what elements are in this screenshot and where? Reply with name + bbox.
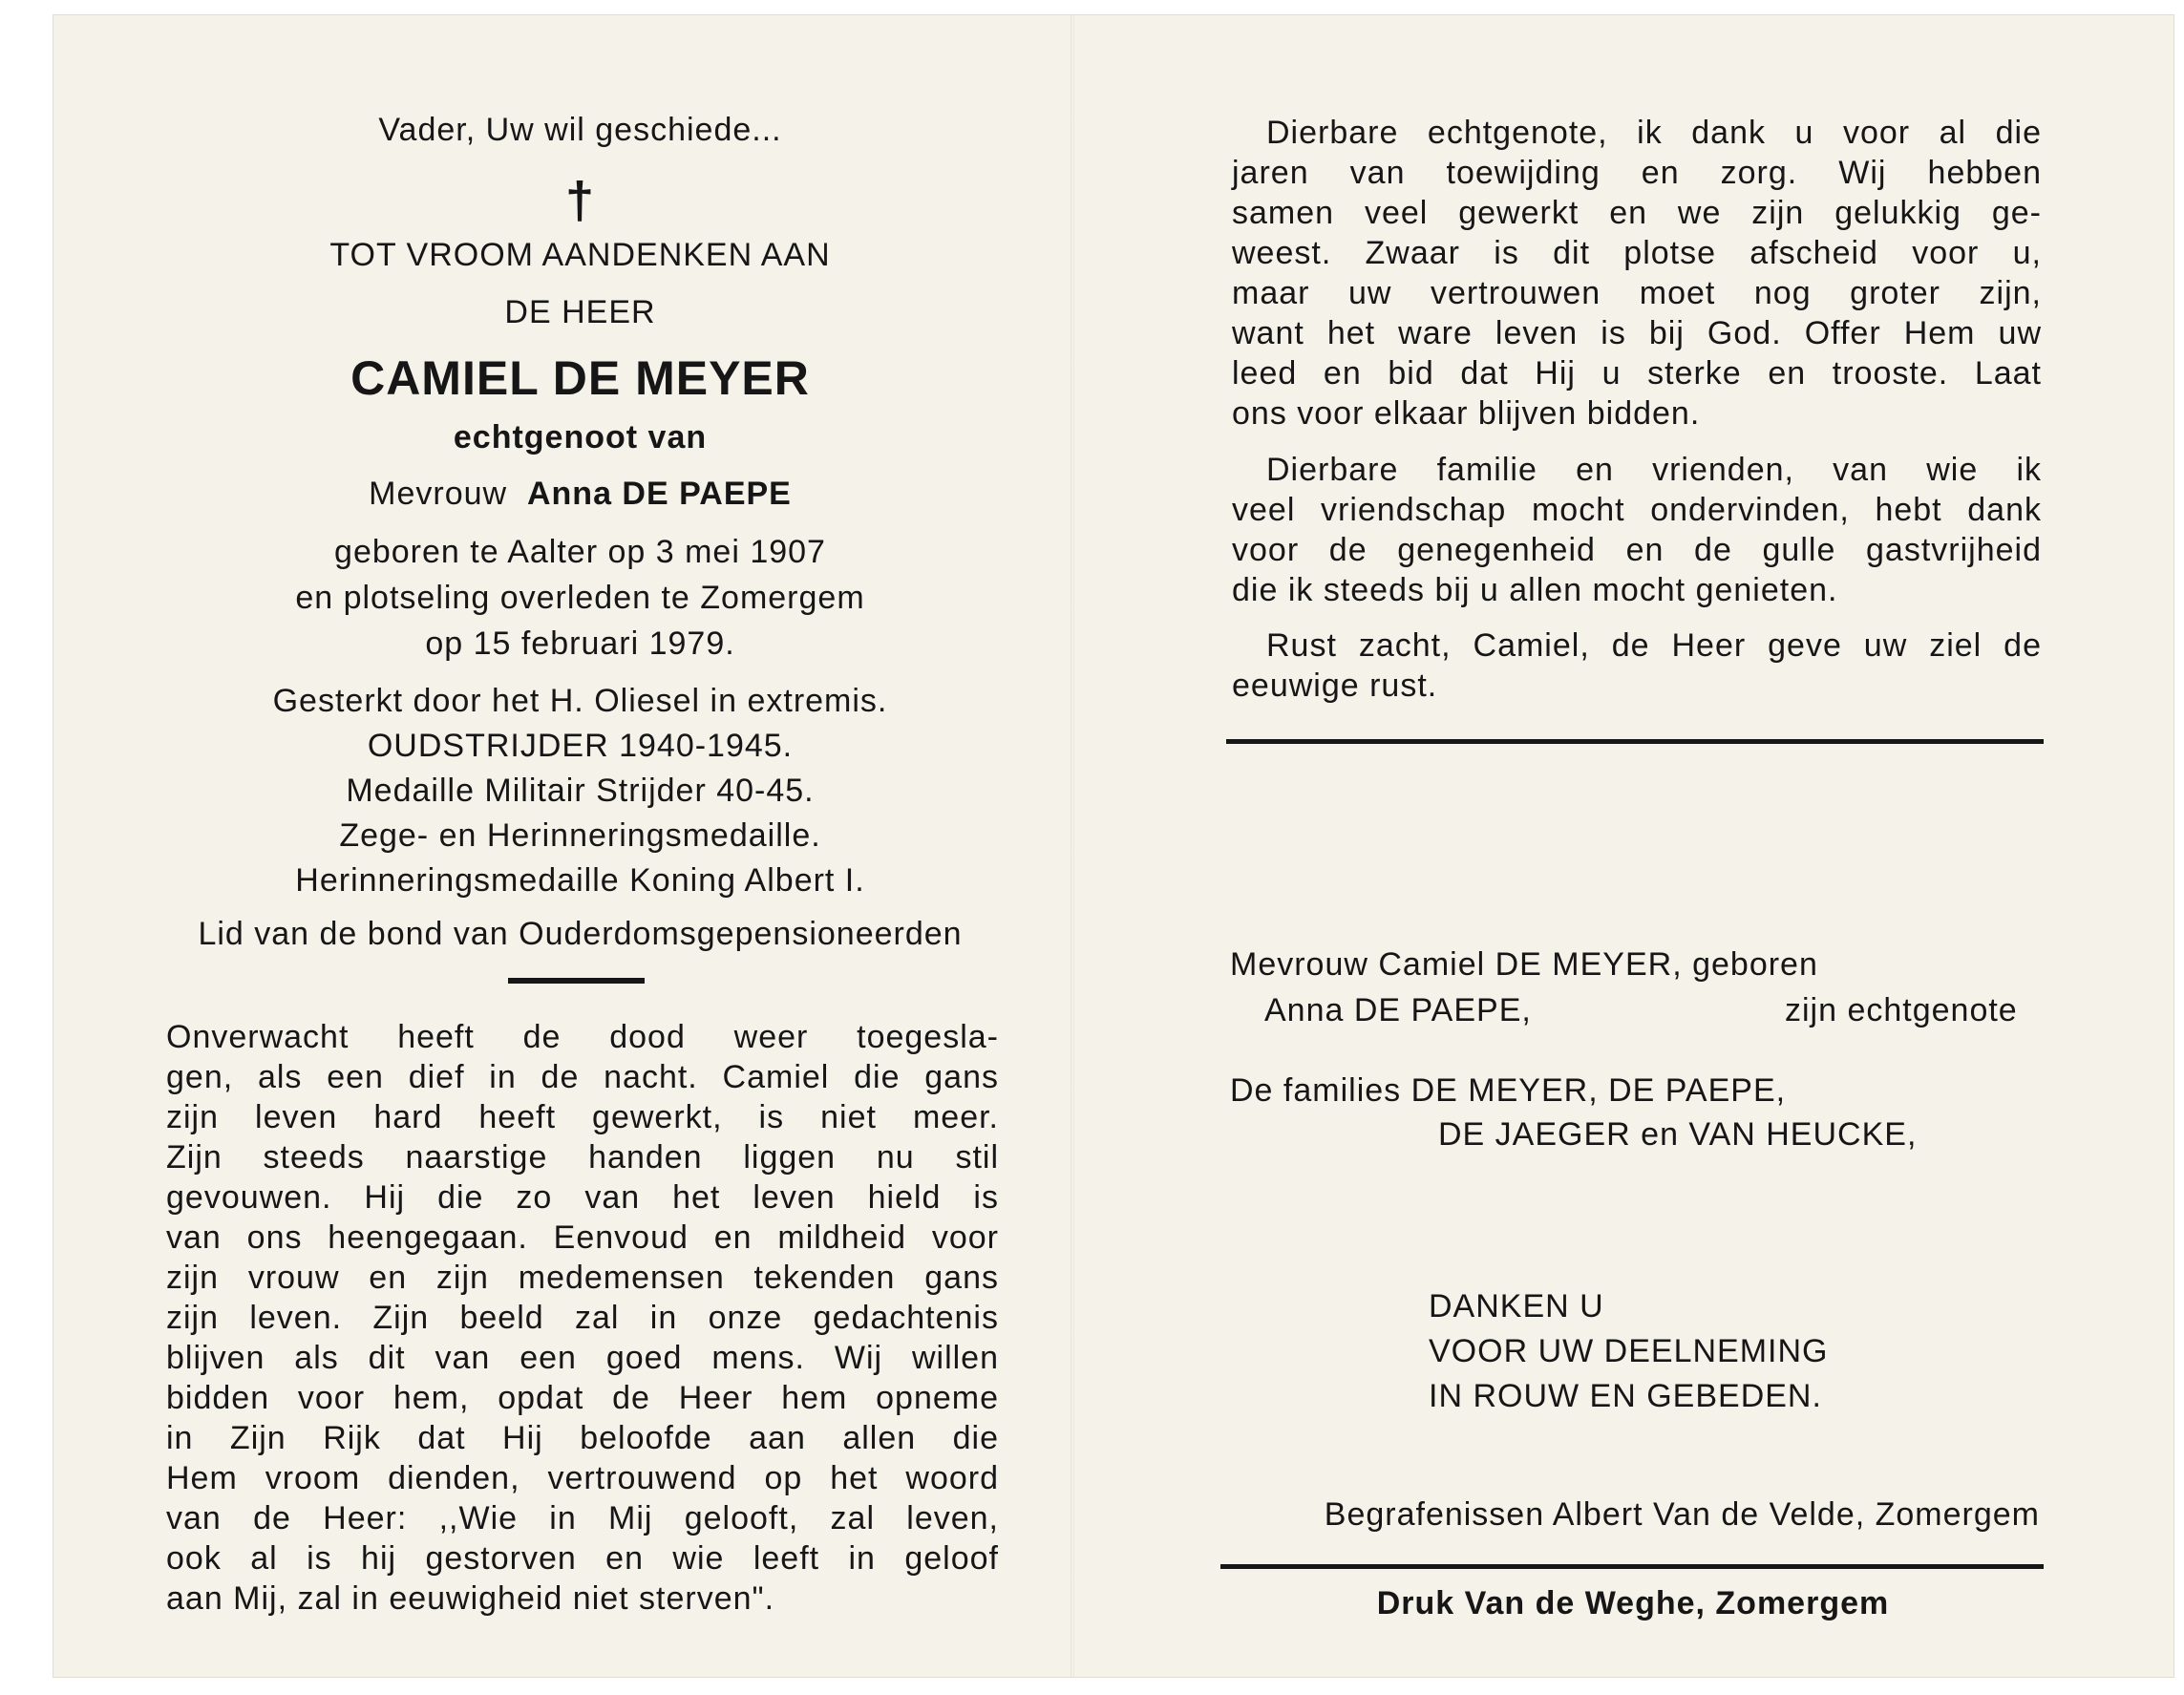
- undertaker: Begrafenissen Albert Van de Velde, Zomergem: [1324, 1496, 2040, 1533]
- thanks-line: VOOR UW DEELNEMING: [1429, 1333, 1829, 1369]
- text-line: zijn leven. Zijn beeld zal in onze gedachtenis: [166, 1300, 999, 1336]
- honor-line: OUDSTRIJDER 1940-1945.: [367, 728, 794, 764]
- widow-role: zijn echtgenote: [1785, 992, 2018, 1028]
- intro-text: TOT VROOM AANDENKEN AAN: [329, 237, 831, 273]
- text-line: Zijn steeds naarstige handen liggen nu stil: [166, 1139, 999, 1176]
- deceased-name: CAMIEL DE MEYER: [350, 351, 810, 405]
- honor-line: Herinneringsmedaille Koning Albert I.: [295, 862, 865, 899]
- text-line: zijn vrouw en zijn medemensen tekenden gans: [166, 1260, 999, 1296]
- text-line: ook al is hij gestorven en wie leeft in geloof: [166, 1540, 999, 1577]
- motto: Vader, Uw wil geschiede...: [378, 112, 782, 148]
- text-line: leed en bid dat Hij u sterke en trooste. Laat: [1232, 355, 2042, 392]
- honor-line: Medaille Militair Strijder 40-45.: [346, 773, 815, 809]
- honor-line: Zege- en Herinneringsmedaille.: [339, 817, 821, 854]
- text-line: blijven als dit van een goed mens. Wij willen: [166, 1340, 999, 1376]
- death-date: op 15 februari 1979.: [425, 625, 735, 662]
- text-line: Rust zacht, Camiel, de Heer geve uw ziel de: [1266, 627, 2042, 664]
- text-line: gevouwen. Hij die zo van het leven hield is: [166, 1179, 999, 1216]
- left-text: [166, 1018, 999, 1620]
- spouse-of: echtgenoot van: [453, 419, 708, 456]
- death-line: en plotseling overleden te Zomergem: [295, 580, 865, 616]
- text-line: Dierbare echtgenote, ik dank u voor al die: [1266, 115, 2042, 151]
- right-paragraph-2: [1232, 451, 2042, 611]
- thanks-line: IN ROUW EN GEBEDEN.: [1429, 1378, 1822, 1414]
- text-line: ons voor elkaar blijven bidden.: [1232, 395, 1701, 432]
- text-line: van ons heengegaan. Eenvoud en mildheid voor: [166, 1219, 999, 1256]
- left-panel: [115, 0, 1046, 1695]
- text-line: Onverwacht heeft de dood weer toegesla-: [166, 1019, 999, 1055]
- card-fold: [1071, 15, 1074, 1677]
- title-text: DE HEER: [504, 294, 656, 330]
- text-line: voor de genegenheid en de gulle gastvrijheid: [1232, 532, 2042, 568]
- text-line: veel vriendschap mocht ondervinden, hebt dank: [1232, 492, 2042, 528]
- separator-short: [508, 978, 645, 984]
- text-line: van de Heer: ,,Wie in Mij gelooft, zal leven,: [166, 1500, 999, 1536]
- text-line: gen, als een dief in de nacht. Camiel die gans: [166, 1059, 999, 1095]
- birth-line: geboren te Aalter op 3 mei 1907: [334, 534, 826, 570]
- text-line: maar uw vertrouwen moet nog groter zijn,: [1232, 275, 2042, 311]
- text-line: Dierbare familie en vrienden, van wie ik: [1266, 452, 2042, 488]
- right-panel: [1226, 0, 2047, 1695]
- spouse-line: [115, 475, 1046, 513]
- spouse-name: Anna DE PAEPE: [526, 476, 792, 512]
- families-line: DE JAEGER en VAN HEUCKE,: [1438, 1116, 1918, 1153]
- families-line: De families DE MEYER, DE PAEPE,: [1230, 1072, 1787, 1109]
- widow-name: Anna DE PAEPE,: [1264, 992, 1532, 1028]
- text-line: eeuwige rust.: [1232, 667, 1438, 704]
- text-line: die ik steeds bij u allen mocht genieten.: [1232, 572, 1838, 608]
- text-line: want het ware leven is bij God. Offer Hem uw: [1232, 315, 2042, 351]
- text-line: jaren van toewijding en zorg. Wij hebben: [1232, 155, 2042, 191]
- text-line: zijn leven hard heeft gewerkt, is niet meer.: [166, 1099, 999, 1135]
- right-paragraph-1: [1232, 114, 2042, 434]
- widow-line: Mevrouw Camiel DE MEYER, geboren: [1230, 946, 1818, 983]
- honor-line: Gesterkt door het H. Oliesel in extremis.: [272, 683, 888, 719]
- cross-icon: †: [564, 172, 596, 229]
- text-line: aan Mij, zal in eeuwigheid niet sterven".: [166, 1580, 775, 1617]
- separator-long: [1226, 739, 2044, 744]
- honor-line: Lid van de bond van Ouderdomsgepensioneerden: [198, 916, 963, 952]
- text-line: Hem vroom dienden, vertrouwend op het woord: [166, 1460, 999, 1496]
- spouse-prefix: Mevrouw: [369, 476, 508, 512]
- printer: Druk Van de Weghe, Zomergem: [1376, 1585, 1890, 1621]
- thanks-line: DANKEN U: [1429, 1288, 1604, 1324]
- separator-bottom: [1220, 1564, 2044, 1569]
- text-line: in Zijn Rijk dat Hij beloofde aan allen die: [166, 1420, 999, 1456]
- text-line: bidden voor hem, opdat de Heer hem opneme: [166, 1380, 999, 1416]
- text-line: weest. Zwaar is dit plotse afscheid voor u,: [1232, 235, 2042, 271]
- text-line: samen veel gewerkt en we zijn gelukkig ge-: [1232, 195, 2042, 231]
- right-paragraph-3: [1232, 626, 2042, 707]
